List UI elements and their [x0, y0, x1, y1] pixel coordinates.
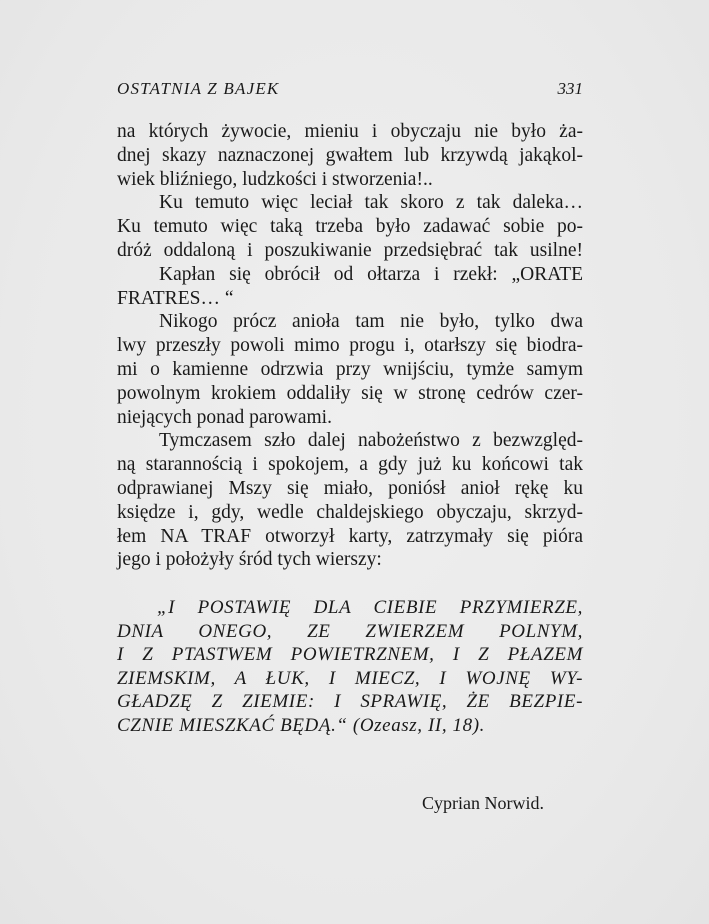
text-line: na których żywocie, mieniu i obyczaju nie było ża- [117, 121, 583, 142]
text-line: ną starannością i spokojem, a gdy już ku końcowi tak [117, 454, 583, 476]
page-number: 331 [557, 79, 583, 98]
quote-line: GŁADZĘ Z ZIEMIE: I SPRAWIĘ, ŻE BEZPIE- [117, 691, 583, 713]
running-head [117, 79, 583, 103]
body-text [117, 120, 583, 572]
running-title: OSTATNIA Z BAJEK [117, 79, 280, 98]
text-line: jego i położyły śród tych wierszy: [117, 549, 382, 571]
quote-line: DNIA ONEGO, ZE ZWIERZEM POLNYM, [117, 620, 583, 642]
text-line: Nikogo prócz anioła tam nie było, tylko dwa [159, 311, 583, 333]
text-line: Ku temuto więc leciał tak skoro z tak daleka… [159, 192, 583, 214]
bible-quote [117, 596, 583, 738]
text-line: Tymczasem szło dalej nabożeństwo z bezwzględ- [159, 430, 583, 452]
text-line: FRATRES… “ [117, 287, 234, 309]
text-line: mi o kamienne odrzwia przy wnijściu, tymże samym [117, 358, 583, 380]
text-line: dnej skazy naznaczonej gwałtem lub krzywdą jakąkol- [117, 144, 583, 166]
text-line: Ku temuto więc taką trzeba było zadawać sobie po- [117, 216, 583, 238]
text-line: łem NA TRAF otworzył karty, zatrzymały się pióra [117, 525, 583, 547]
text-line: wiek bliźniego, ludzkości i stworzenia!.. [117, 168, 433, 190]
text-line: dróż oddaloną i poszukiwanie przedsiębrać tak usilne! [117, 239, 583, 261]
text-line: powolnym krokiem oddaliły się w stronę cedrów czer- [117, 382, 583, 404]
quote-line: „I POSTAWIĘ DLA CIEBIE PRZYMIERZE, [157, 597, 583, 618]
text-line: księdze i, gdy, wedle chaldejskiego obyczaju, skrzyd- [117, 501, 583, 523]
text-line: lwy przeszły powoli mimo progu i, otarłszy się biodra- [117, 335, 583, 357]
text-line: niejących ponad parowami. [117, 406, 332, 428]
author-signature: Cyprian Norwid. [422, 793, 544, 813]
text-line: odprawianej Mszy się miało, poniósł anioł rękę ku [117, 477, 583, 499]
quote-line: CZNIE MIESZKAĆ BĘDĄ.“ (Ozeasz, II, 18). [117, 714, 486, 736]
text-line: Kapłan się obrócił od ołtarza i rzekł: „ORATE [159, 263, 583, 285]
quote-line: ZIEMSKIM, A ŁUK, I MIECZ, I WOJNĘ WY- [117, 667, 583, 689]
quote-line: I Z PTASTWEM POWIETRZNEM, I Z PŁAZEM [117, 644, 583, 666]
